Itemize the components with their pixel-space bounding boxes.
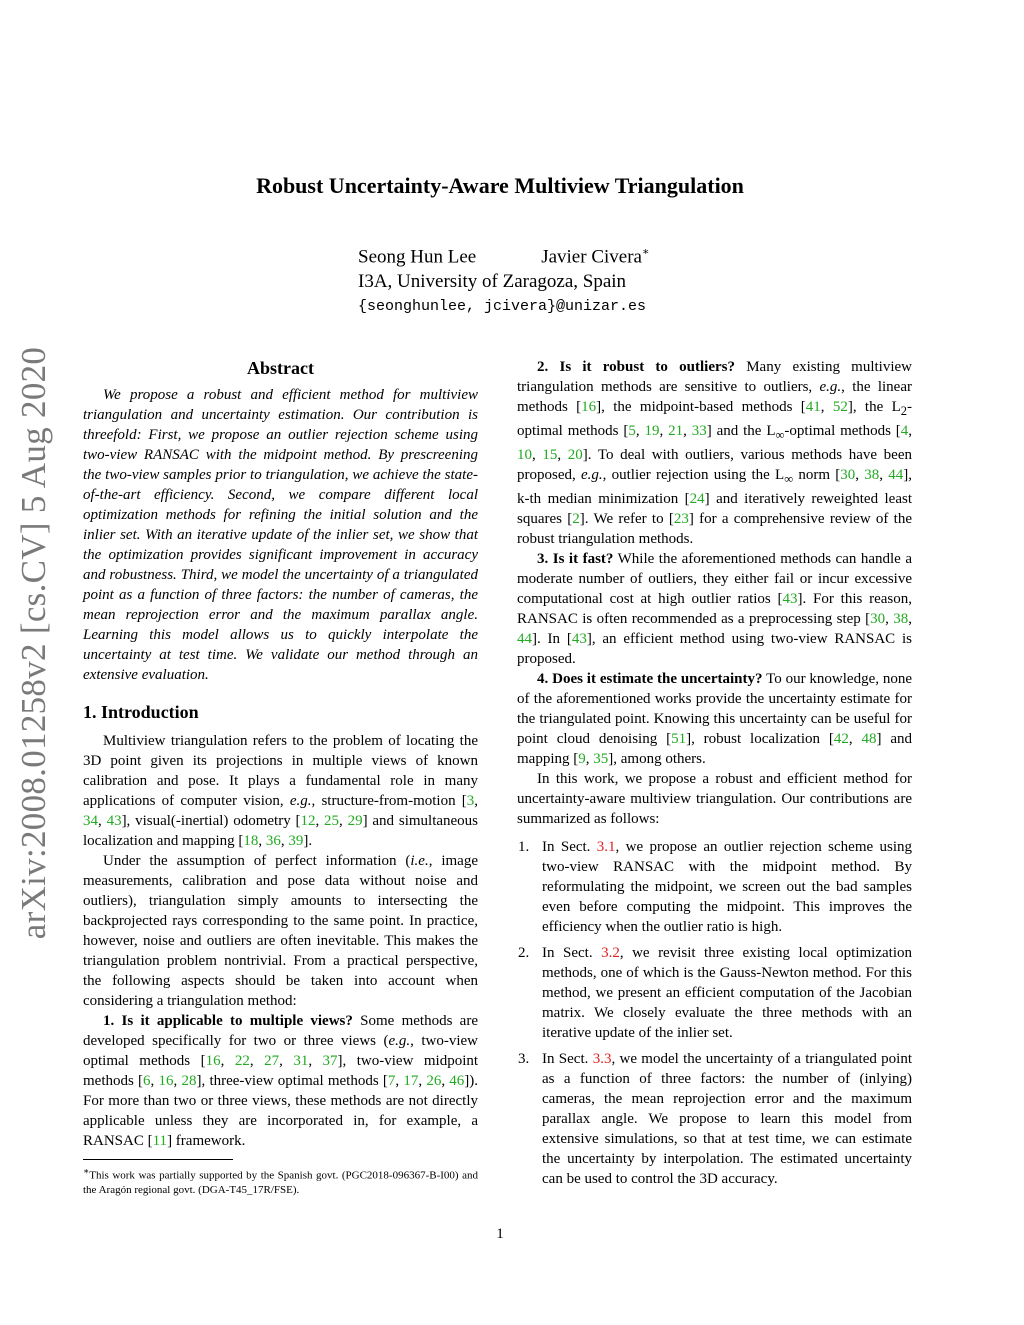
question-1-heading: 1. Is it applicable to multiple views? [103,1013,353,1029]
citation-link[interactable]: 7 [387,1073,396,1089]
citation-link[interactable]: 52 [832,399,848,415]
section-reference-link[interactable]: 3.3 [592,1051,612,1067]
citation-link[interactable]: 33 [691,423,707,439]
abstract-text: We propose a robust and efficient method for multiview triangulation and uncertainty estimation. Our contribution is threefold: First, we propose an outlier rejection scheme using two-view RANSAC with the midpoint method. By prescreening the two-view samples prior to triangulation, we achieve the state-of-the-art efficiency. Second, we compare different local optimization methods for refining the initial solution and the inlier set. With an iterative update of the inlier set, we show that the optimization provides significant improvement in accuracy and robustness. Third, we model the uncertainty of a triangulated point as a function of three factors: the number of cameras, the mean reprojection error and the maximum parallax angle. Learning this model allows us to quickly interpolate the uncertainty at test time. We validate our method through an extensive evaluation. [83,387,478,683]
contribution-list [517,837,912,1189]
citation-link[interactable]: 43 [106,813,122,829]
citation-link[interactable]: 25 [324,813,340,829]
citation-link[interactable]: 31 [293,1053,309,1069]
footnote: ∗This work was partially supported by the Spanish govt. (PGC2018-096367-B-I00) and the Aragón regional govt. (DGA-T45_17R/FSE). [83,1166,478,1196]
citation-link[interactable]: 38 [893,611,909,627]
contribution-intro-paragraph: In this work, we propose a robust and efficient method for uncertainty-aware multiview triangulation. Our contributions are summarized as follows: [517,771,912,827]
author-2: Javier Civera [541,246,642,268]
citation-link[interactable]: 43 [782,591,798,607]
affiliation: I3A, University of Zaragoza, Spain [358,271,627,293]
citation-link[interactable]: 20 [567,447,583,463]
question-3-paragraph: 3. Is it fast? While the aforementioned methods can handle a moderate number of outliers, they either fail or incur excessive computational cost at high outlier ratios [43]. For this reason, RANSAC is often recommended as a preprocessing step [30, 38, 44]. In [43], an efficient method using two-view RANSAC is proposed. [517,551,912,667]
intro-paragraph-1: Multiview triangulation refers to the problem of locating the 3D point given its projections in multiple views of known calibration and pose. It plays a fundamental role in many applications of computer vision, e.g., structure-from-motion [3, 34, 43], visual(-inertial) odometry [12, 25, 29] and simultaneous localization and mapping [18, 36, 39]. [83,733,479,849]
arxiv-stamp [12,346,56,939]
footnote-rule [83,1159,233,1160]
question-3-heading: 3. Is it fast? [537,551,614,567]
citation-link[interactable]: 23 [673,511,689,527]
author-2-footnote-mark: ∗ [641,246,650,258]
question-1-paragraph: 1. Is it applicable to multiple views? Some methods are developed specifically for two or three views (e.g., two-view optimal methods [16, 22, 27, 31, 37], two-view midpoint methods [6, 16, 28], three-view optimal methods [7, 17, 26, 46]). For more than two or three views, these methods are not directly applicable unless they are incorporated in, for example, a RANSAC [11] framework. [83,1013,479,1149]
citation-link[interactable]: 4 [900,423,909,439]
citation-link[interactable]: 6 [143,1073,151,1089]
citation-link[interactable]: 44 [888,467,904,483]
citation-link[interactable]: 44 [517,631,532,647]
section-reference-link[interactable]: 3.1 [596,839,616,855]
citation-link[interactable]: 28 [181,1073,197,1089]
abstract-heading: Abstract [247,358,314,378]
citation-link[interactable]: 12 [300,813,316,829]
citation-link[interactable]: 24 [689,491,705,507]
section-reference-link[interactable]: 3.2 [601,945,620,961]
citation-link[interactable]: 2 [572,511,580,527]
citation-link[interactable]: 22 [234,1053,250,1069]
citation-link[interactable]: 35 [593,751,609,767]
citation-link[interactable]: 3 [466,793,475,809]
intro-paragraph-2: Under the assumption of perfect information (i.e., image measurements, calibration and pose data without noise and outliers), triangulation simply amounts to intersecting the backprojected rays corresponding to the same point. In practice, however, noise and outliers are often inevitable. This makes the triangulation problem nontrivial. From a practical perspective, the following aspects should be taken into account when considering a triangulation method: [83,853,478,1009]
citation-link[interactable]: 10 [517,447,532,463]
citation-link[interactable]: 16 [581,399,597,415]
citation-link[interactable]: 26 [426,1073,442,1089]
citation-link[interactable]: 36 [265,833,281,849]
question-2-paragraph: 2. Is it robust to outliers? Many existing multiview triangulation methods are sensitive to outliers, e.g., the linear methods [16], the midpoint-based methods [41, 52], the $L_2$-optimal methods [5, 19, 21, 33] and the $L_\infty$-optimal methods [4, 10, 15, 20]. To deal with outliers, various methods have been proposed, e.g., outlier rejection using the $L_\infty$ norm [30, 38, 44], k-th median minimization [24] and iteratively reweighted least squares [2]. We refer to [23] for a comprehensive review of the robust triangulation methods. [517,359,913,547]
citation-link[interactable]: 30 [870,611,886,627]
question-2-heading: 2. Is it robust to outliers? [537,359,735,375]
contribution-item: 3. In Sect. 3.3, we model the uncertainty of a triangulated point as a function of three factors: the number of (inlying) cameras, the mean reprojection error and the maximum parallax angle. We propose to learn this model from extensive simulations, so that at test time, we can estimate the uncertainty by interpolation. The estimated uncertainty can be used to control the 3D accuracy. [518,1051,913,1187]
citation-link[interactable]: 51 [671,731,687,747]
citation-link[interactable]: 34 [83,813,98,829]
citation-link[interactable]: 30 [840,467,856,483]
author-names [358,240,649,269]
citation-link[interactable]: 29 [347,813,363,829]
citation-link[interactable]: 37 [322,1053,338,1069]
citation-link[interactable]: 43 [571,631,587,647]
citation-link[interactable]: 18 [243,833,259,849]
contribution-item: 2. In Sect. 3.2, we revisit three existing local optimization methods, one of which is the Gauss-Newton method. For this method, we present an efficient computation of the Jacobian matrix. We closely evaluate the three methods with an iterative update of the inlier set. [518,945,912,1041]
right-column [517,357,912,1195]
citation-link[interactable]: 48 [861,731,877,747]
author-block [358,240,649,319]
citation-link[interactable]: 9 [578,751,586,767]
citation-link[interactable]: 17 [403,1073,419,1089]
left-column [83,357,478,1197]
citation-link[interactable]: 38 [864,467,880,483]
contribution-item: 1. In Sect. 3.1, we propose an outlier rejection scheme using two-view RANSAC with the midpoint method. By reformulating the midpoint, we screen out the bad samples even before computing the midpoint. This improves the efficiency when the outlier ratio is high. [518,839,912,935]
citation-link[interactable]: 39 [288,833,304,849]
citation-link[interactable]: 15 [542,447,558,463]
author-email: {seonghunlee, jcivera}@unizar.es [358,298,647,316]
citation-link[interactable]: 16 [158,1073,174,1089]
section-heading-introduction: 1. Introduction [83,702,199,722]
citation-link[interactable]: 21 [668,423,684,439]
citation-link[interactable]: 19 [644,423,660,439]
citation-link[interactable]: 16 [205,1053,221,1069]
author-1: Seong Hun Lee [358,246,477,268]
page-number: 1 [496,1226,504,1242]
citation-link[interactable]: 11 [152,1133,168,1149]
citation-link[interactable]: 5 [628,423,636,439]
paper-title: Robust Uncertainty-Aware Multiview Triangulation [256,173,744,198]
arxiv-stamp-text: arXiv:2008.01258v2 [cs.CV] 5 Aug 2020 [14,346,54,939]
citation-link[interactable]: 42 [833,731,849,747]
citation-link[interactable]: 41 [805,399,821,415]
citation-link[interactable]: 46 [449,1073,465,1089]
citation-link[interactable]: 27 [264,1053,280,1069]
question-4-paragraph: 4. Does it estimate the uncertainty? To our knowledge, none of the aforementioned works provide the uncertainty estimate for the triangulated point. Knowing this uncertainty can be useful for point cloud denoising [51], robust localization [42, 48] and mapping [9, 35], among others. [517,671,912,767]
question-4-heading: 4. Does it estimate the uncertainty? [537,671,763,687]
